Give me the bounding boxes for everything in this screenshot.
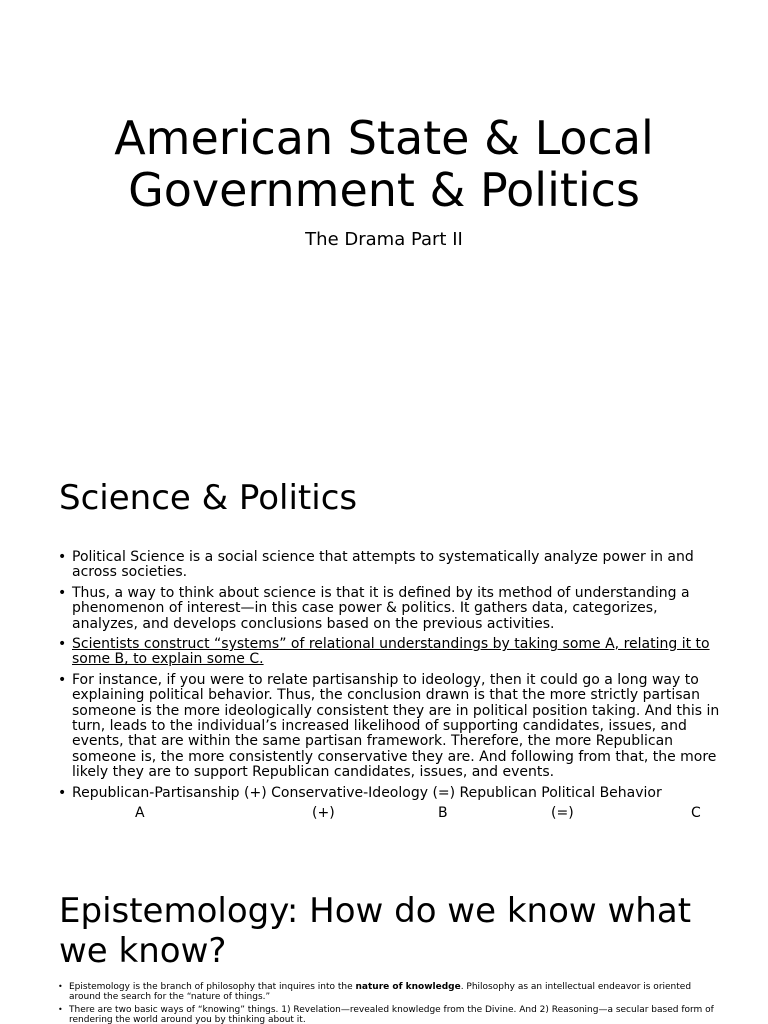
bullet-text-underlined: Scientists construct “systems” of relational understandings by taking some A, relating it to some B, to explain some C. xyxy=(72,636,710,668)
bullet-text-post: . Philosophy as an intellectual endeavor is oriented around the search for the “nature of things.” xyxy=(69,982,692,1002)
slide-heading: Epistemology: How do we know what we know? xyxy=(59,891,692,971)
bullet-dot-icon: • xyxy=(58,549,67,565)
bullet-dot-icon: • xyxy=(58,982,63,991)
slide-subtitle: The Drama Part II xyxy=(305,229,463,250)
bullet-list xyxy=(58,550,720,806)
slide-heading: Science & Politics xyxy=(59,478,358,518)
bullet-item xyxy=(58,673,720,781)
bullet-dot-icon: • xyxy=(58,636,67,653)
bullet-dot-icon: • xyxy=(58,671,67,688)
bullet-item xyxy=(58,550,720,581)
formula-labels xyxy=(0,805,768,823)
formula-label-a: A xyxy=(135,805,145,821)
title-line-2: Government & Politics xyxy=(128,163,640,217)
bullet-text-bold: nature of knowledge xyxy=(355,982,461,992)
science-politics-slide xyxy=(0,432,768,864)
bullet-item xyxy=(58,586,720,632)
bullet-item xyxy=(58,637,720,668)
bullet-text-pre: Epistemology is the branch of philosophy that inquires into the xyxy=(69,982,356,992)
bullet-text: There are two basic ways of “knowing” things. 1) Revelation—revealed knowledge from the Divine. And 2) Reasoning—a secular based form of rendering the world around you by thinking about it. xyxy=(69,1005,714,1024)
bullet-dot-icon: • xyxy=(58,784,67,801)
title-slide xyxy=(0,0,768,432)
bullet-text: For instance, if you were to relate partisanship to ideology, then it could go a long way to explaining political behavior. Thus, the conclusion drawn is that the more strictly partisan someone is the more ideologically consistent they are in political position taking. And this in turn, leads to the individual’s increased likelihood of supporting candidates, issues, and events, that are within the same partisan framework. Therefore, the more Republican someone is, the more consistently conservative they are. And following from that, the more likely they are to support Republican candidates, issues, and events. xyxy=(72,671,720,781)
formula-label-plus: (+) xyxy=(312,805,335,821)
formula-label-equals: (=) xyxy=(551,805,574,821)
slide-title xyxy=(0,112,768,216)
formula-label-b: B xyxy=(438,805,448,821)
epistemology-slide xyxy=(0,864,768,1024)
bullet-item xyxy=(58,1005,718,1024)
title-line-1: American State & Local xyxy=(114,111,654,165)
formula-label-c: C xyxy=(691,805,701,821)
bullet-item xyxy=(58,786,720,801)
bullet-dot-icon: • xyxy=(58,1005,63,1014)
bullet-text: Republican-Partisanship (+) Conservative-Ideology (=) Republican Political Behavior xyxy=(72,784,662,801)
bullet-text: Political Science is a social science that attempts to systematically analyze power in and across societies. xyxy=(72,549,694,581)
bullet-dot-icon: • xyxy=(58,584,67,601)
bullet-text: Thus, a way to think about science is that it is defined by its method of understanding a phenomenon of interest—in this case power & politics. It gathers data, categorizes, analyzes, and develops conclusions based on the previous activities. xyxy=(72,584,690,632)
bullet-item xyxy=(58,982,718,1002)
bullet-list xyxy=(58,982,718,1024)
